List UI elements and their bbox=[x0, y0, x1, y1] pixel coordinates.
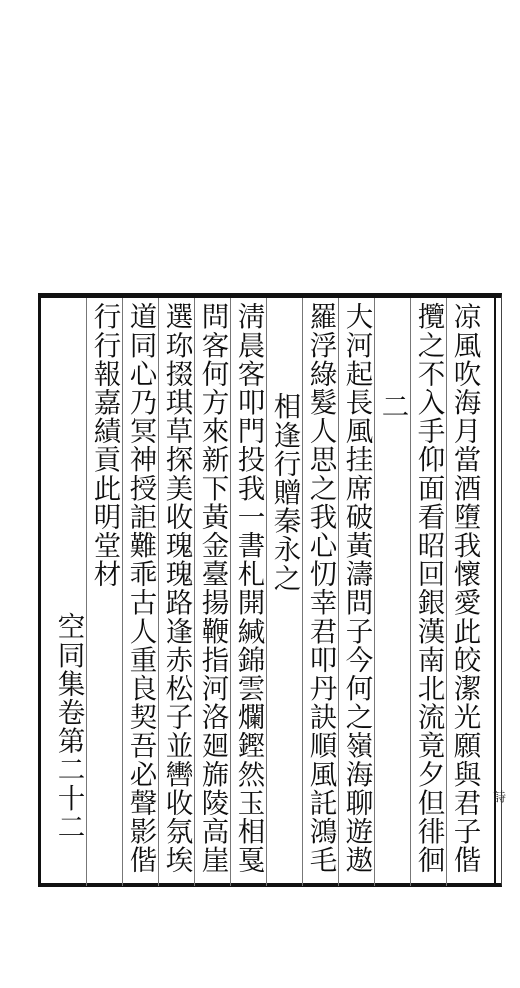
fold-label: 詩 bbox=[490, 790, 505, 804]
column-rule bbox=[158, 298, 159, 886]
text-column: 淸晨客叩門投我一書札開緘錦雲爛鏗然玉相戛 bbox=[232, 302, 265, 874]
column-rule bbox=[86, 298, 87, 886]
volume-colophon: 空同集卷第二十二 bbox=[52, 612, 85, 841]
section-number: 二 bbox=[376, 392, 409, 421]
text-column: 選珎掇琪草探美收瑰瑰路逢赤松子並轡收氛埃 bbox=[160, 302, 193, 874]
column-rule bbox=[338, 298, 339, 886]
column-rule bbox=[446, 298, 447, 886]
text-column: 大河起長風挂席破黃濤問子今何之嶺海聊遊遨 bbox=[340, 302, 373, 874]
column-rule bbox=[230, 298, 231, 886]
text-column: 凉風吹海月當酒墮我懷愛此皎潔光願與君子偕 bbox=[448, 302, 481, 874]
poem-title: 相逢行贈秦永之 bbox=[268, 392, 301, 593]
column-rule bbox=[266, 298, 267, 886]
column-rule bbox=[122, 298, 123, 886]
text-column: 道同心乃冥神授詎難乖古人重良契吾必聲影偕 bbox=[124, 302, 157, 874]
column-rule bbox=[194, 298, 195, 886]
text-column: 行行報嘉績貢此明堂材 bbox=[88, 302, 121, 588]
column-rule bbox=[374, 298, 375, 886]
column-rule bbox=[302, 298, 303, 886]
text-column: 羅浮綠髮人思之我心忉幸君叩丹訣順風託鴻毛 bbox=[304, 302, 337, 874]
text-column: 攬之不入手仰面看昭回銀漢南北流竟夕但徘徊 bbox=[412, 302, 445, 874]
column-rule bbox=[410, 298, 411, 886]
text-column: 問客何方來新下黃金臺揚鞭指河洛廻旆陵高崖 bbox=[196, 302, 229, 874]
